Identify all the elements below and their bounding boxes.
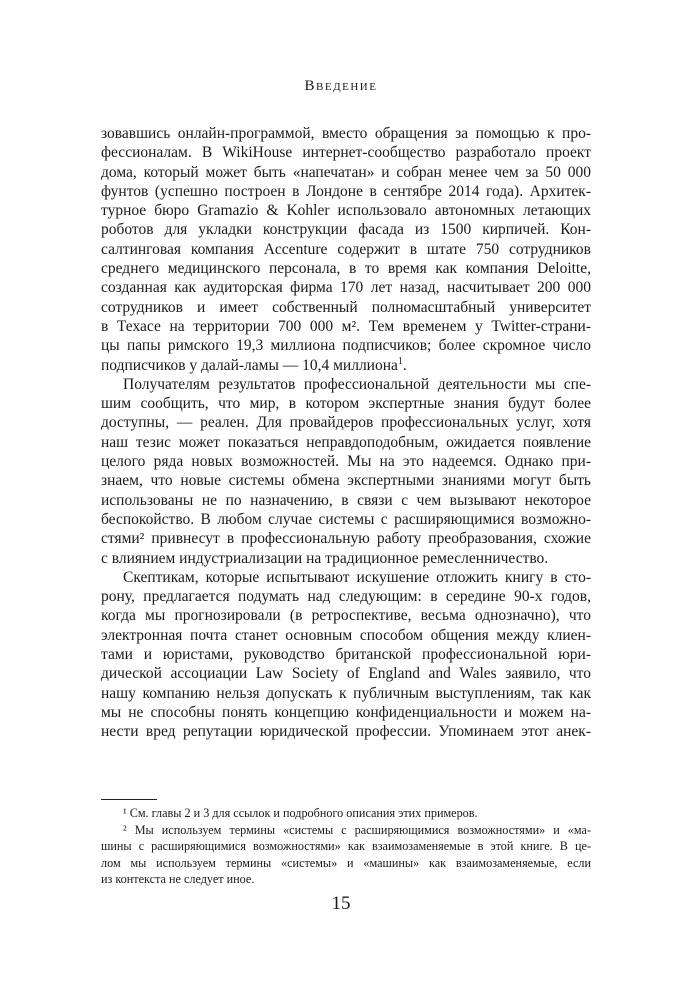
text-line-content: нести вред репутации юридической профессии. Упоминаем этот анек- (101, 723, 591, 741)
text-line (101, 722, 591, 741)
text-line (101, 317, 591, 336)
body-text (101, 124, 591, 742)
text-line (101, 664, 591, 683)
text-line-content: Скептикам, которые испытывают искушение отложить книгу в сто- (123, 568, 591, 586)
text-line-content: доступны, — реален. Для провайдеров профессиональных услуг, хотя (101, 414, 591, 432)
text-line (101, 182, 591, 201)
text-line (101, 684, 591, 703)
text-line (101, 452, 591, 471)
text-line: подписчиков у далай-ламы — 10,4 миллиона$^1$. (101, 355, 407, 374)
footnote-line: лом мы используем термины «системы» и «машины» как взаимозаменяемые, если (101, 855, 591, 870)
text-line-content: среднего медицинского персонала, в то время как компания Deloitte, (101, 260, 591, 278)
text-line (101, 259, 591, 278)
footnote-line: ¹ См. главы 2 и 3 для ссылок и подробного описания этих примеров. (123, 806, 478, 820)
footnotes (101, 805, 591, 888)
running-header: Введение (304, 78, 378, 94)
text-line-content: подписчиков у далай-ламы — 10,4 миллиона (101, 356, 398, 374)
text-line-content: зовавшись онлайн-программой, вместо обращения за помощью к про- (101, 125, 591, 142)
text-line-content: электронная почта станет основным способом общения между клиен- (101, 626, 591, 644)
text-line (101, 510, 591, 529)
text-line-content: дома, который может быть «напечатан» и собран менее чем за 50 000 (101, 163, 591, 181)
text-line-content: нашу компанию нельзя допускать к публичным выступлениям, так как (101, 684, 591, 702)
text-line (101, 471, 591, 490)
text-line-content: стями² привнесут в профессиональную работу преобразования, схожие (101, 530, 591, 548)
text-line (101, 124, 591, 143)
text-line-content: дической ассоциации Law Society of England and Wales заявило, что (101, 665, 591, 683)
text-line-content: цы папы римского 19,3 миллиона подписчиков; более скромное число (101, 337, 591, 355)
text-line (101, 298, 591, 317)
text-line (101, 143, 591, 162)
text-line-content: с влиянием индустриализации на традиционное ремесленничество. (101, 549, 549, 567)
page-number: 15 (331, 893, 351, 914)
text-line (101, 645, 591, 664)
text-line-content: использованы не по назначению, в связи с чем вызывают некоторое (101, 491, 591, 509)
text-line (101, 375, 591, 394)
text-line (101, 201, 591, 220)
text-line-content: сотрудников и имеет собственный полномасштабный университет (101, 298, 591, 316)
text-line-content: фунтов (успешно построен в Лондоне в сентябре 2014 года). Архитек- (101, 182, 591, 200)
footnote-separator (101, 799, 157, 800)
text-line-content: тами и юристами, руководство британской профессиональной юри- (101, 646, 591, 664)
footnote-ref[interactable]: 1 (397, 355, 403, 367)
text-line (101, 413, 591, 432)
text-line (101, 606, 591, 625)
text-line (101, 549, 591, 568)
text-line-content: созданная как аудиторская фирма 170 лет назад, насчитывает 200 000 (101, 279, 591, 297)
text-line (101, 433, 591, 452)
text-line-content: турное бюро Gramazio & Kohler использовало автономных летающих (101, 202, 591, 220)
text-line (101, 336, 591, 355)
text-line (101, 278, 591, 297)
footnote-line: ² Мы используем термины «системы с расширяющимися возможностями» и «ма- (123, 822, 591, 837)
text-line-content: фессионалам. В WikiHouse интернет-сообщество разработало проект (101, 144, 591, 162)
text-line-content: когда мы прогнозировали (в ретроспективе, весьма однозначно), что (101, 607, 591, 625)
text-line (101, 529, 591, 548)
text-line-content: шим сообщить, что мир, в котором экспертные знания будут более (101, 395, 591, 413)
text-line (101, 163, 591, 182)
text-line (101, 491, 591, 510)
footnote-line: шины с расширяющимися возможностями» как взаимозаменяемые в этой книге. В це- (101, 839, 591, 853)
text-line-content: салтинговая компания Accenture содержит в штате 750 сотрудников (101, 240, 591, 258)
text-line-content: рону, предлагается подумать над следующим: в середине 90-х годов, (101, 588, 591, 606)
text-line (101, 394, 591, 413)
text-line (101, 587, 591, 606)
text-line-content: Получателям результатов профессиональной деятельности мы спе- (123, 375, 591, 393)
text-line-content: целого ряда новых возможностей. Мы на это надеемся. Однако при- (101, 453, 591, 471)
footnote-line: из контекста не следует иное. (101, 872, 255, 886)
text-line-content: в Техасе на территории 700 000 м². Тем временем у Twitter-страни- (101, 317, 591, 335)
text-line (101, 568, 591, 587)
text-line (101, 626, 591, 645)
text-line (101, 703, 591, 722)
text-line-content: наш тезис может показаться неправдоподобным, ожидается появление (101, 433, 591, 451)
text-line (101, 240, 591, 259)
text-line-content: роботов для укладки конструкции фасада из 1500 кирпичей. Кон- (101, 221, 591, 239)
text-line-content: беспокойство. В любом случае системы с расширяющимися возможно- (101, 510, 591, 528)
text-line (101, 220, 591, 239)
text-line-content: мы не способны понять концепцию конфиденциальности и можем на- (101, 703, 591, 721)
text-line-content: знаем, что новые системы обмена экспертными знаниями могут быть (101, 472, 591, 490)
